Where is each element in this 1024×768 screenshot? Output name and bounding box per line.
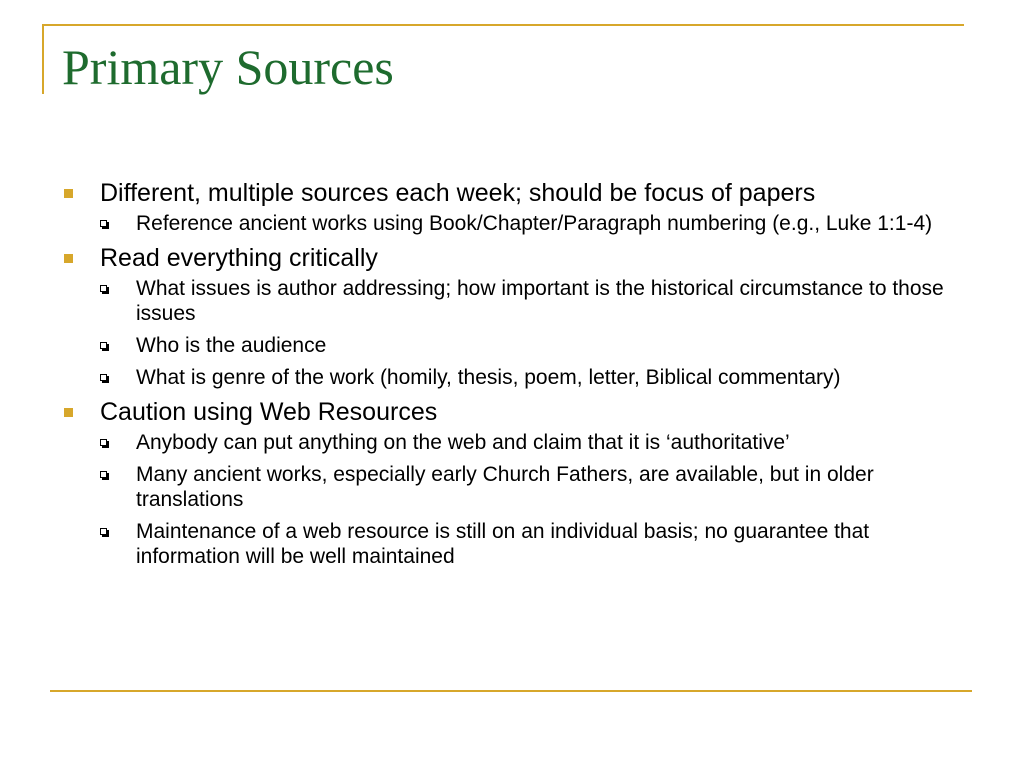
sub-bullet-text: Who is the audience xyxy=(136,334,327,357)
sub-bullet-item xyxy=(100,519,960,569)
sub-bullet-text: Reference ancient works using Book/Chapter/Paragraph numbering (e.g., Luke 1:1-4) xyxy=(136,212,933,235)
square-bullet-icon xyxy=(64,189,73,198)
frame-top-line xyxy=(42,24,964,26)
sub-bullet-item xyxy=(100,211,960,236)
sub-bullet-text: What is genre of the work (homily, thesis, poem, letter, Biblical commentary) xyxy=(136,366,841,389)
slide-body xyxy=(60,178,960,576)
square-bullet-icon xyxy=(64,408,73,417)
hollow-square-bullet-icon xyxy=(100,439,107,446)
bullet-item xyxy=(60,397,960,427)
bullet-item xyxy=(60,243,960,273)
square-bullet-icon xyxy=(64,254,73,263)
slide-title: Primary Sources xyxy=(62,39,394,95)
hollow-square-bullet-icon xyxy=(100,374,107,381)
hollow-square-bullet-icon xyxy=(100,285,107,292)
bullet-item xyxy=(60,178,960,208)
sub-bullet-item xyxy=(100,430,960,455)
sub-bullet-item xyxy=(100,333,960,358)
sub-bullet-text: Many ancient works, especially early Church Fathers, are available, but in older translations xyxy=(136,463,874,511)
frame-bottom-line xyxy=(50,690,972,692)
bullet-text: Read everything critically xyxy=(100,244,378,272)
bullet-text: Different, multiple sources each week; should be focus of papers xyxy=(100,179,816,207)
sub-bullet-text: Anybody can put anything on the web and claim that it is ‘authoritative’ xyxy=(136,431,790,454)
hollow-square-bullet-icon xyxy=(100,220,107,227)
sub-bullet-text: What issues is author addressing; how important is the historical circumstance to those issues xyxy=(136,277,944,325)
hollow-square-bullet-icon xyxy=(100,528,107,535)
bullet-text: Caution using Web Resources xyxy=(100,398,438,426)
hollow-square-bullet-icon xyxy=(100,471,107,478)
sub-bullet-item xyxy=(100,365,960,390)
hollow-square-bullet-icon xyxy=(100,342,107,349)
sub-bullet-text: Maintenance of a web resource is still on an individual basis; no guarantee that information will be well maintained xyxy=(136,520,870,568)
sub-bullet-item xyxy=(100,276,960,326)
frame-left-line xyxy=(42,24,44,94)
bullet-list xyxy=(60,178,960,569)
sub-bullet-item xyxy=(100,462,960,512)
